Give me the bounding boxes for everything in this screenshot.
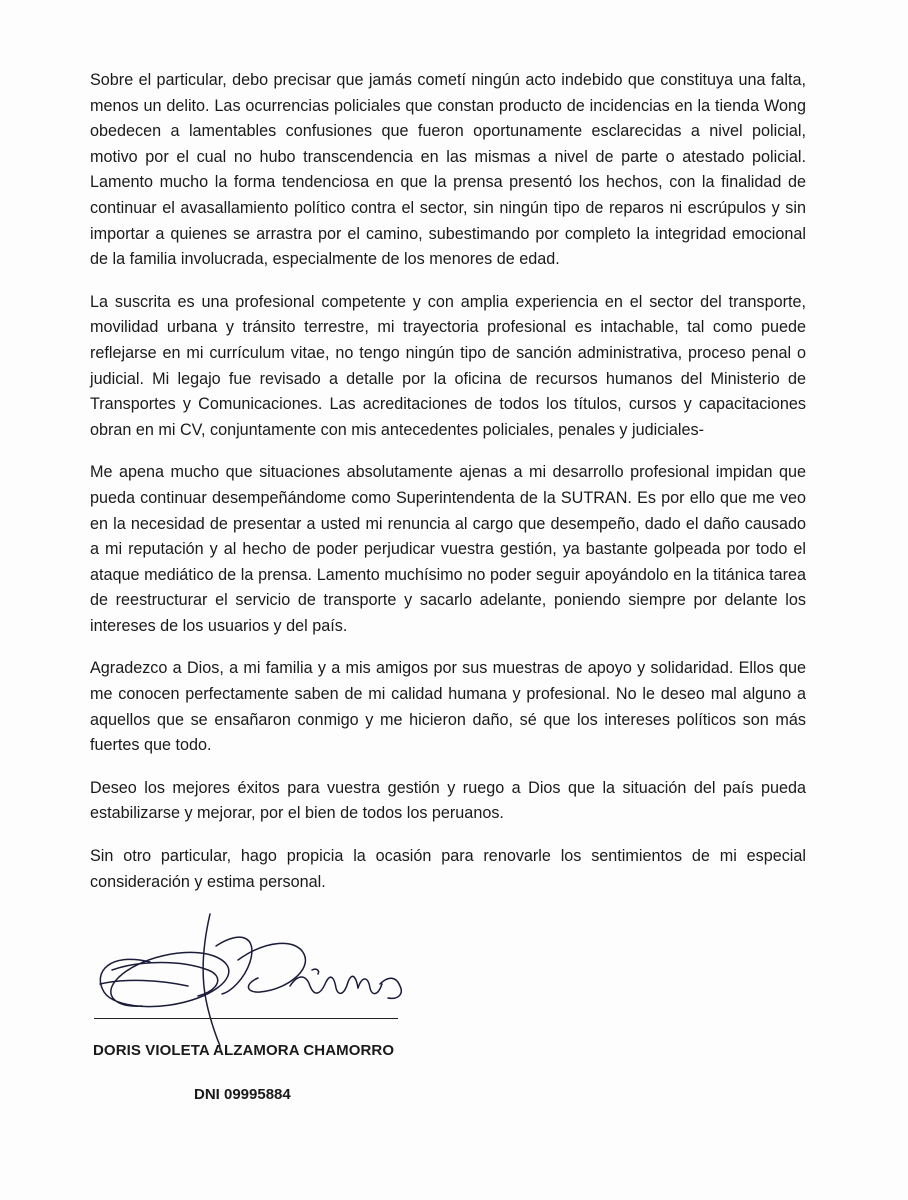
paragraph-5: Deseo los mejores éxitos para vuestra gestión y ruego a Dios que la situación del país pueda estabilizarse y mejorar, por el bien de todos los peruanos. — [90, 778, 806, 823]
signer-name: DORIS VIOLETA ALZAMORA CHAMORRO — [93, 1042, 395, 1059]
signer-dni: DNI 09995884 — [194, 1086, 291, 1103]
paragraph-6: Sin otro particular, hago propicia la ocasión para renovarle los sentimientos de mi especial consideración y estima personal. — [90, 847, 806, 891]
paragraph-3: Me apena mucho que situaciones absolutamente ajenas a mi desarrollo profesional impidan que pueda continuar desempeñándome como Superintendenta de la SUTRAN. Es por ello que me veo en la necesidad de presentar a usted mi renuncia al cargo que desempeño, dado el daño causado a mi reputación y al hecho de poder perjudicar vuestra gestión, ya bastante golpeada por todo el ataque mediático de la prensa. Lamento muchísimo no poder seguir apoyándolo en la titánica tarea de reestructurar el servicio de transporte y sacarlo adelante, poniendo siempre por delante los intereses de los usuarios y del país. — [90, 463, 806, 635]
paragraph-4: Agradezco a Dios, a mi familia y a mis amigos por sus muestras de apoyo y solidaridad. Ellos que me conocen perfectamente saben de mi calidad humana y profesional. No le deseo mal alguno a aquellos que se ensañaron conmigo y me hicieron daño, sé que los intereses políticos son más fuertes que todo. — [90, 659, 806, 755]
signature-line — [94, 1018, 398, 1019]
paragraph-1: Sobre el particular, debo precisar que jamás cometí ningún acto indebido que constituya una falta, menos un delito. Las ocurrencias policiales que constan producto de incidencias en la tienda Wong obedecen a lamentables confusiones que fueron oportunamente esclarecidas a nivel policial, motivo por el cual no hubo transcendencia en las mismas a nivel de parte o atestado policial. Lamento mucho la forma tendenciosa en que la prensa presentó los hechos, con la finalidad de continuar el avasallamiento político contra el sector, sin ningún tipo de reparos ni escrúpulos y sin importar a quienes se arrastra por el camino, subestimando por completo la integridad emocional de la familia involucrada, especialmente de los menores de edad. — [90, 71, 806, 269]
signature-block — [90, 900, 510, 1140]
handwritten-signature — [90, 900, 410, 1050]
letter-body — [90, 68, 806, 912]
paragraph-2: La suscrita es una profesional competente y con amplia experiencia en el sector del transporte, movilidad urbana y tránsito terrestre, mi trayectoria profesional es intachable, tal como puede reflejarse en mi currículum vitae, no tengo ningún tipo de sanción administrativa, proceso penal o judicial. Mi legajo fue revisado a detalle por la oficina de recursos humanos del Ministerio de Transportes y Comunicaciones. Las acreditaciones de todos los títulos, cursos y capacitaciones obran en mi CV, conjuntamente con mis antecedentes policiales, penales y judiciales- — [90, 292, 806, 439]
